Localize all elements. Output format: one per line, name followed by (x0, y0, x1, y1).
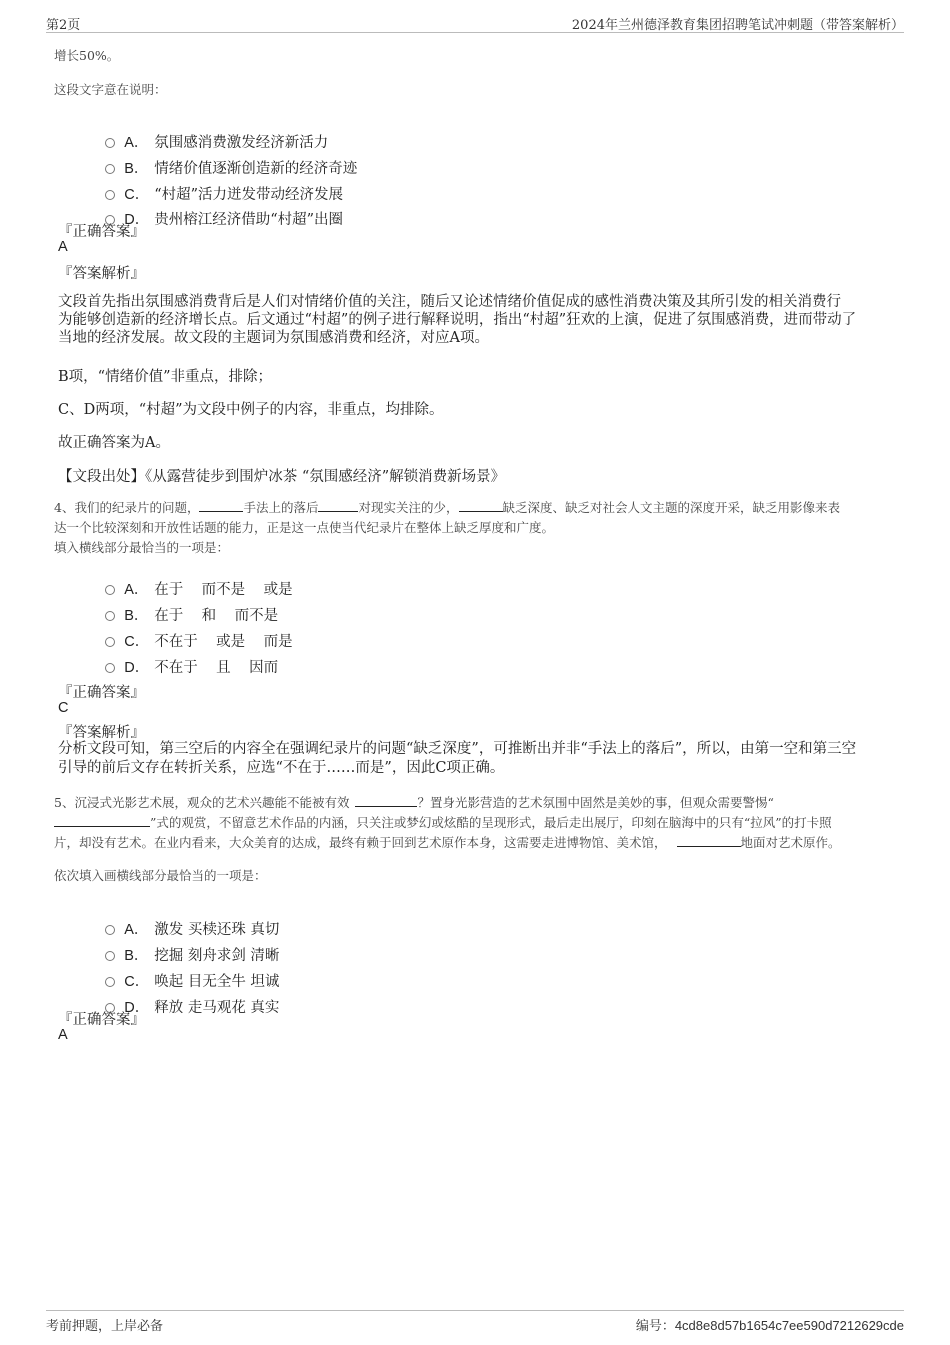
q4-option-d[interactable] (96, 640, 278, 677)
answer-blank (318, 499, 358, 512)
q3-analysis-line: 为能够创造新的经济增长点。后文通过“村超”的例子进行解释说明，指出“村超”狂欢的上演，促进了氛围感消费，进而带动了 (58, 312, 857, 328)
option-text: 贵州榕江经济借助“村超”出圈 (154, 212, 344, 228)
q3-analysis-line: 文段首先指出氛围感消费背后是人们对情绪价值的关注，随后又论述情绪价值促成的感性消费决策及其所引发的相关消费行 (58, 294, 841, 310)
q4-analysis-line: 引导的前后文存在转折关系，应选“不在于……而是”，因此C项正确。 (58, 760, 505, 776)
page-number: 第2页 (46, 18, 81, 33)
document-code (636, 1315, 904, 1334)
answer-blank (677, 834, 741, 847)
q5-stem-line1 (54, 793, 774, 812)
option-text: 不在于 且 因而 (154, 660, 279, 676)
option-label: B． (124, 161, 149, 177)
q5-stem-seg: 片，却没有艺术。在业内看来，大众美育的达成，最终有赖于回到艺术原作本身，这需要走进博物馆、美术馆， (54, 835, 667, 850)
option-label: B． (124, 948, 149, 964)
q5-number: 5、 (54, 795, 75, 810)
document-title: 2024年兰州德泽教育集团招聘笔试冲刺题（带答案解析） (571, 18, 904, 33)
q3-b-note: B项，“情绪价值”非重点，排除； (58, 369, 272, 385)
q4-stem-line2: 达一个比较深刻和开放性话题的能力，正是这一点使当代纪录片在整体上缺乏厚度和广度。 (54, 520, 555, 535)
q5-answer: A (58, 1027, 68, 1043)
q4-answer-title: 『正确答案』 (58, 685, 145, 701)
code-label: 编号： (635, 1319, 675, 1334)
option-text: 在于 和 而不是 (154, 608, 279, 624)
q5-stem-seg: ？置身光影营造的艺术氛围中固然是美妙的事，但观众需要警惕“ (417, 795, 774, 810)
q3-analysis-line: 当地的经济发展。故文段的主题词为氛围感消费和经济，对应A项。 (58, 330, 489, 346)
q4-analysis-title: 『答案解析』 (58, 725, 145, 741)
option-label: A． (124, 135, 149, 151)
option-label: D． (124, 212, 150, 228)
answer-blank (199, 499, 243, 512)
answer-blank (54, 814, 150, 827)
q4-answer: C (58, 700, 69, 716)
q5-answer-title: 『正确答案』 (58, 1012, 145, 1028)
option-text: 挖掘 刻舟求剑 清晰 (154, 948, 280, 964)
option-text: “村超”活力迸发带动经济发展 (154, 187, 344, 203)
page-header (46, 14, 904, 33)
option-text: 不在于 或是 而是 (154, 634, 293, 650)
option-text: 唤起 目无全牛 坦诚 (154, 974, 280, 990)
q5-stem-line3 (54, 833, 841, 852)
option-text: 激发 买椟还珠 真切 (154, 922, 280, 938)
option-label: C． (124, 634, 150, 650)
option-text: 氛围感消费激发经济新活力 (154, 135, 329, 151)
q5-stem-seg: 沉浸式光影艺术展，观众的艺术兴趣能不能被有效 (74, 795, 350, 810)
option-text: 情绪价值逐渐创造新的经济奇迹 (154, 161, 358, 177)
q4-number: 4、 (54, 500, 75, 515)
option-text: 在于 而不是 或是 (154, 582, 293, 598)
q3-conclusion: 故正确答案为A。 (58, 435, 170, 451)
code-value: 4cd8e8d57b1654c7ee590d7212629cde (674, 1318, 904, 1333)
q5-stem-seg: 地面对艺术原作。 (740, 835, 841, 850)
option-text: 释放 走马观花 真实 (154, 1000, 280, 1016)
q5-stem-line2 (54, 813, 832, 832)
option-label: C． (124, 974, 150, 990)
q4-prompt: 填入横线部分最恰当的一项是： (54, 540, 230, 555)
page-footer (46, 1310, 904, 1334)
q4-stem-seg: 手法上的落后 (243, 500, 319, 515)
q3-answer-title: 『正确答案』 (58, 224, 145, 240)
q3-source: 【文段出处】《从露营徒步到围炉冰茶 “氛围感经济”解锁消费新场景》 (58, 469, 506, 485)
q4-stem-seg: 我们的纪录片的问题， (74, 500, 200, 515)
radio-icon[interactable] (105, 663, 115, 673)
q4-stem-line1 (54, 498, 840, 517)
option-label: D． (124, 1000, 150, 1016)
option-label: D． (124, 660, 150, 676)
q3-tail-text: 增长50%。 (54, 48, 120, 63)
option-label: A． (124, 582, 149, 598)
option-label: C． (124, 187, 150, 203)
q4-stem-seg: 对现实关注的少， (358, 500, 459, 515)
q5-stem-seg: ”式的观赏，不留意艺术作品的内涵，只关注或梦幻或炫酷的呈现形式，最后走出展厅，印刻在脑海中的只有“拉风”的打卡照 (150, 815, 832, 830)
q4-stem-seg: 缺乏深度、缺乏对社会人文主题的深度开采，缺乏用影像来表 (502, 500, 841, 515)
q5-prompt: 依次填入画横线部分最恰当的一项是： (54, 868, 267, 883)
q3-answer: A (58, 239, 68, 255)
q4-analysis-line: 分析文段可知，第三空后的内容全在强调纪录片的问题“缺乏深度”，可推断出并非“手法上的落后”，所以，由第一空和第三空 (58, 741, 857, 757)
answer-blank (459, 499, 503, 512)
footer-slogan: 考前押题，上岸必备 (46, 1319, 164, 1334)
q3-prompt: 这段文字意在说明： (54, 82, 167, 97)
answer-blank (355, 794, 417, 807)
option-label: B． (124, 608, 149, 624)
q3-cd-note: C、D两项，“村超”为文段中例子的内容，非重点，均排除。 (58, 402, 444, 418)
q3-analysis-title: 『答案解析』 (58, 266, 145, 282)
option-label: A． (124, 922, 149, 938)
